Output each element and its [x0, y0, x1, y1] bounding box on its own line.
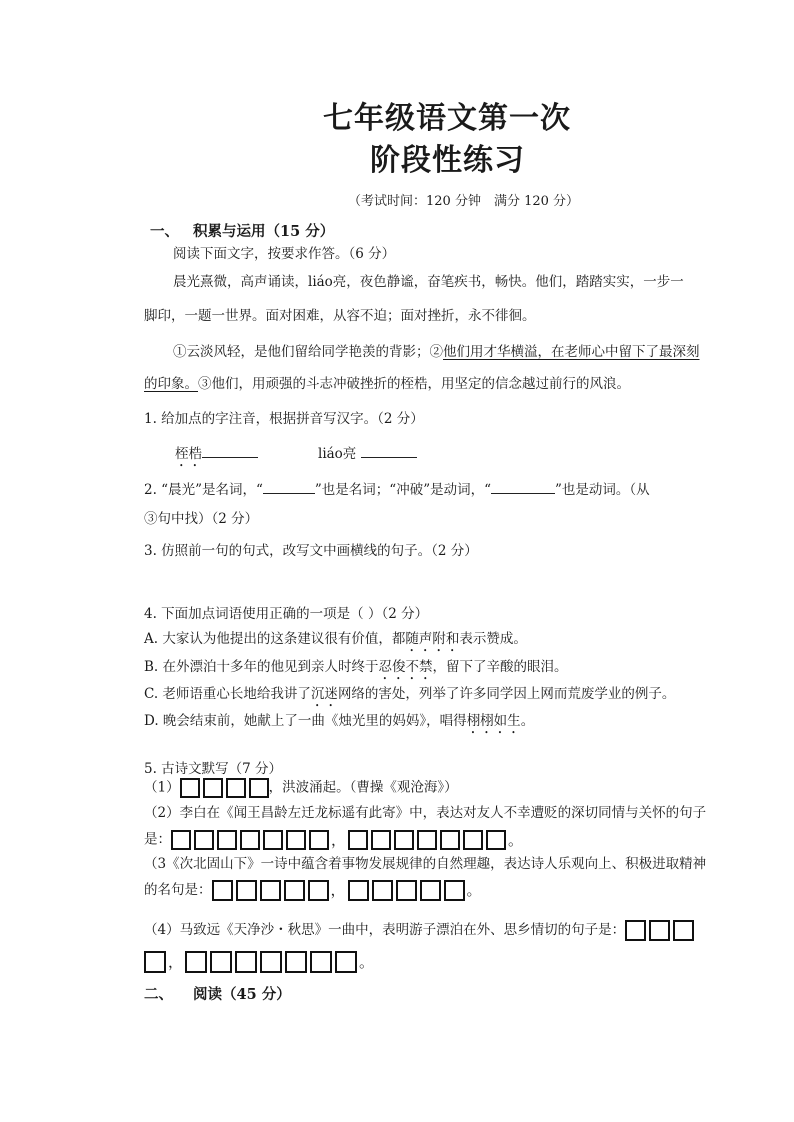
option-a-post: 表示赞成。	[459, 631, 527, 647]
q2-blank-2[interactable]	[491, 481, 555, 494]
q1-blank-2[interactable]	[361, 445, 417, 458]
option-d	[144, 713, 534, 737]
option-d-post: 。	[520, 713, 535, 729]
q5-part-3-prefix: 的名句是：	[144, 881, 212, 898]
passage-line-2: 脚印，一题一世界。面对困难，从容不迫；面对挫折，永不徘徊。	[144, 308, 536, 324]
passage-sentence-1: ①云淡风轻，是他们留给同学艳羡的背影；②	[173, 344, 443, 360]
passage-line-1: 晨光熹微，高声诵读，liáo亮，夜色静谧，奋笔疾书，畅快。他们，踏踏实实，一步一	[173, 274, 684, 290]
exam-info: （考试时间：120 分钟 满分 120 分）	[348, 194, 580, 209]
answer-boxes[interactable]	[625, 920, 694, 941]
q2-text-2: ”也是名词；“冲破”是动词，“	[314, 482, 491, 498]
option-d-pre: D. 晚会结束前，她献上了一曲《烛光里的妈妈》，唱得	[144, 713, 467, 729]
option-b-pre: B. 在外漂泊十多年的他见到亲人时终于	[144, 659, 379, 675]
passage-line-3	[173, 346, 700, 360]
question-2	[144, 481, 650, 498]
q5-part-4	[144, 920, 694, 941]
section1-instruction: 阅读下面文字，按要求作答。（6 分）	[173, 246, 396, 262]
q5-part-1-num: （1）	[144, 779, 180, 796]
q5-part-2-answer	[144, 830, 525, 850]
q1-blank-1[interactable]	[202, 445, 258, 458]
question-3: 3. 仿照前一句的句式，改写文中画横线的句子。（2 分）	[144, 543, 478, 559]
option-c-pre: C. 老师语重心长地给我讲了	[144, 686, 311, 702]
q2-blank-1[interactable]	[263, 481, 315, 494]
q5-part-2-prefix: 是：	[144, 831, 171, 848]
option-b-dotted: 忍俊不禁	[378, 659, 433, 675]
question-1-items	[175, 445, 417, 470]
option-a-dotted: 随声附和	[405, 631, 460, 647]
period: 。	[359, 952, 375, 971]
option-c-post: 网络的害处，列举了许多同学因上网而荒废学业的例子。	[337, 686, 676, 702]
comma: ，	[331, 830, 347, 849]
page-subtitle-title: 阶段性练习	[370, 143, 525, 178]
period: 。	[466, 881, 482, 899]
passage-line-4	[144, 378, 630, 392]
question-4: 4. 下面加点词语使用正确的一项是（ ）（2 分）	[144, 606, 429, 622]
option-c-dotted: 沉迷	[310, 686, 338, 702]
q5-part-3: （3《次北固山下》一诗中蕴含着事物发展规律的自然理趣，表达诗人乐观向上、积极进取精神	[144, 856, 707, 872]
q2-text-1: 2. “晨光”是名词，“	[144, 482, 263, 498]
q5-part-3-answer	[144, 880, 484, 901]
comma: ，	[168, 952, 184, 971]
answer-boxes[interactable]	[348, 880, 465, 901]
underlined-sentence-part2: 的印象。	[144, 376, 198, 392]
section2-heading	[144, 988, 291, 1003]
section1-number: 一、	[150, 223, 179, 240]
q1-item-1: 桎梏	[175, 446, 202, 462]
q1-item-2: liáo亮	[318, 446, 357, 462]
question-2-line2: ③句中找）（2 分）	[144, 511, 259, 527]
section1-title: 积累与运用（15 分）	[193, 223, 335, 240]
option-a	[144, 631, 527, 655]
answer-boxes[interactable]	[180, 778, 269, 798]
q5-part-2: （2）李白在《闻王昌龄左迁龙标遥有此寄》中，表达对友人不幸遭贬的深切同情与关怀的句子	[144, 805, 707, 821]
answer-boxes[interactable]	[144, 951, 166, 973]
option-a-pre: A. 大家认为他提出的这条建议很有价值，都	[144, 631, 406, 647]
q5-part-4-text: （4）马致远《天净沙・秋思》一曲中，表明游子漂泊在外、思乡情切的句子是：	[144, 921, 626, 938]
option-c	[144, 686, 675, 710]
comma: ，	[330, 881, 346, 899]
answer-boxes[interactable]	[185, 951, 357, 973]
q5-part-1	[144, 778, 458, 798]
q5-part-4-answer	[144, 951, 376, 973]
passage-sentence-3: ③他们，用顽强的斗志冲破挫折的桎梏，用坚定的信念越过前行的风浪。	[198, 376, 630, 392]
underlined-sentence-part1: 他们用才华横溢，在老师心中留下了最深刻	[443, 344, 700, 360]
section1-heading	[150, 225, 334, 240]
section2-title: 阅读（45 分）	[193, 986, 291, 1003]
answer-boxes[interactable]	[348, 830, 506, 850]
option-b	[144, 659, 568, 683]
option-b-post: ，留下了辛酸的眼泪。	[432, 659, 568, 675]
question-5: 5. 古诗文默写（7 分）	[144, 761, 283, 777]
q2-text-3: ”也是动词。（从	[555, 482, 650, 498]
answer-boxes[interactable]	[212, 880, 329, 901]
question-1: 1. 给加点的字注音，根据拼音写汉字。（2 分）	[144, 411, 424, 427]
section2-number: 二、	[144, 986, 173, 1003]
option-d-dotted: 栩栩如生	[466, 713, 521, 729]
page-title: 七年级语文第一次	[323, 101, 571, 136]
period: 。	[508, 830, 524, 849]
answer-boxes[interactable]	[171, 830, 329, 850]
q5-part-1-source: ，洪波涌起。（曹操《观沧海》）	[268, 779, 458, 796]
